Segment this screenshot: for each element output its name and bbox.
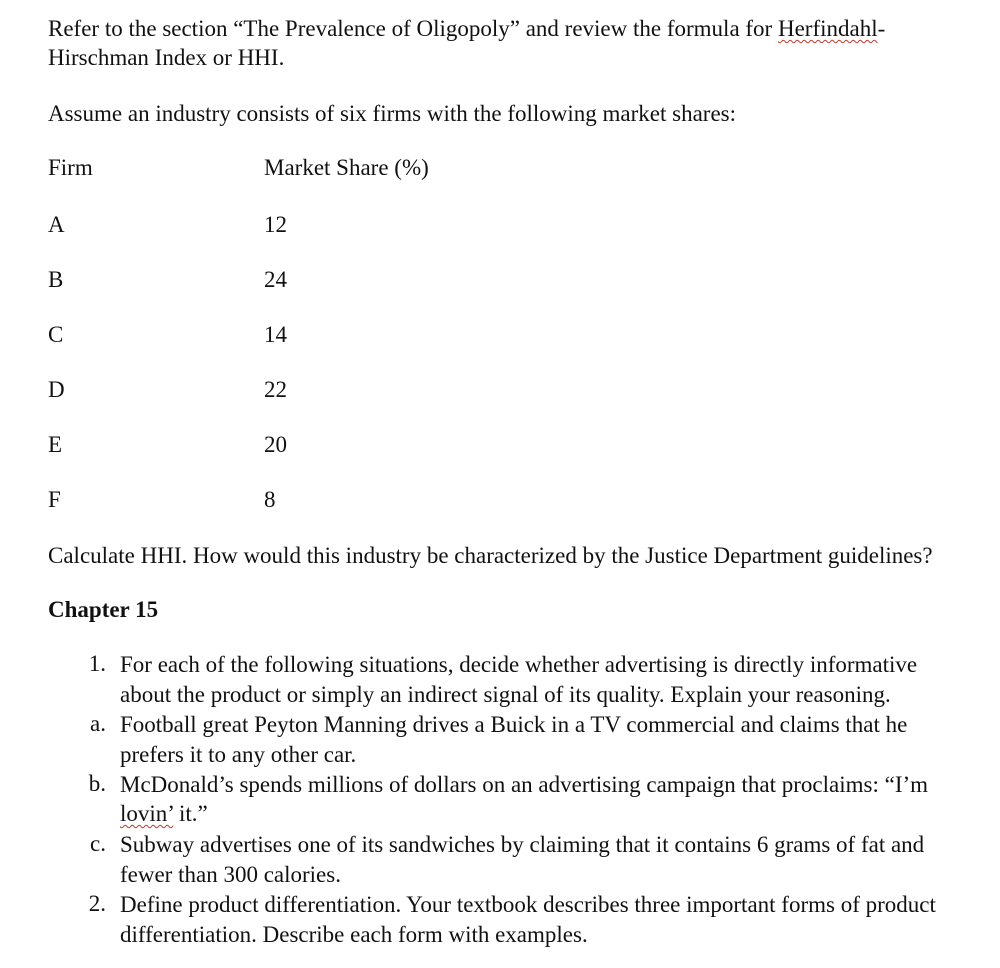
market-share-value: 22: [264, 377, 287, 402]
list-number: a.: [90, 711, 106, 736]
quote-end: it.”: [173, 801, 208, 826]
intro-text: Refer to the section “The Prevalence of Oligopoly” and review the formula for: [48, 16, 778, 41]
assumption-text: Assume an industry consists of six firms with the following market shares:: [48, 101, 737, 126]
intro-line-2: Hirschman Index or HHI.: [48, 45, 285, 70]
table-header-share: Market Share (%): [264, 155, 429, 180]
list-item-line: McDonald’s spends millions of dollars on an advertising campaign that proclaims: “I’m: [120, 772, 929, 797]
list-item-line: prefers it to any other car.: [120, 742, 357, 767]
calculation-question: Calculate HHI. How would this industry be characterized by the Justice Department guidelines?: [48, 543, 933, 568]
misspelled-word-herfindahl: Herfindahl: [777, 16, 878, 41]
list-number: c.: [90, 831, 106, 856]
misspelled-word-lovin: lovin’: [120, 801, 174, 826]
list-item-line: Football great Peyton Manning drives a Buick in a TV commercial and claims that he: [120, 712, 908, 737]
list-item-line: Subway advertises one of its sandwiches by claiming that it contains 6 grams of fat and: [120, 832, 925, 857]
market-share-value: 14: [264, 322, 287, 347]
list-item-line: about the product or simply an indirect signal of its quality. Explain your reasoning.: [120, 682, 891, 707]
list-item-line: differentiation. Describe each form with examples.: [120, 922, 588, 947]
firm-name: F: [48, 487, 61, 512]
firm-name: A: [48, 212, 65, 237]
firm-name: E: [48, 432, 63, 457]
list-number: b.: [88, 771, 106, 796]
market-share-value: 24: [264, 267, 287, 292]
market-share-value: 20: [264, 432, 287, 457]
firm-name: B: [48, 267, 64, 292]
chapter-heading: Chapter 15: [48, 597, 159, 622]
list-item-line: Define product differentiation. Your textbook describes three important forms of product: [120, 892, 936, 917]
list-number: 2.: [88, 891, 106, 916]
firm-name: C: [48, 322, 64, 347]
table-header-firm: Firm: [48, 155, 93, 180]
list-item-line: [120, 799, 208, 829]
intro-dash: -: [877, 16, 886, 41]
list-number: 1.: [88, 651, 106, 676]
market-share-value: 12: [264, 212, 287, 237]
list-item-line: For each of the following situations, decide whether advertising is directly informative: [120, 652, 918, 677]
intro-line-1: [48, 16, 885, 42]
firm-name: D: [48, 377, 65, 402]
market-share-value: 8: [264, 487, 276, 512]
list-item-line: fewer than 300 calories.: [120, 862, 341, 887]
